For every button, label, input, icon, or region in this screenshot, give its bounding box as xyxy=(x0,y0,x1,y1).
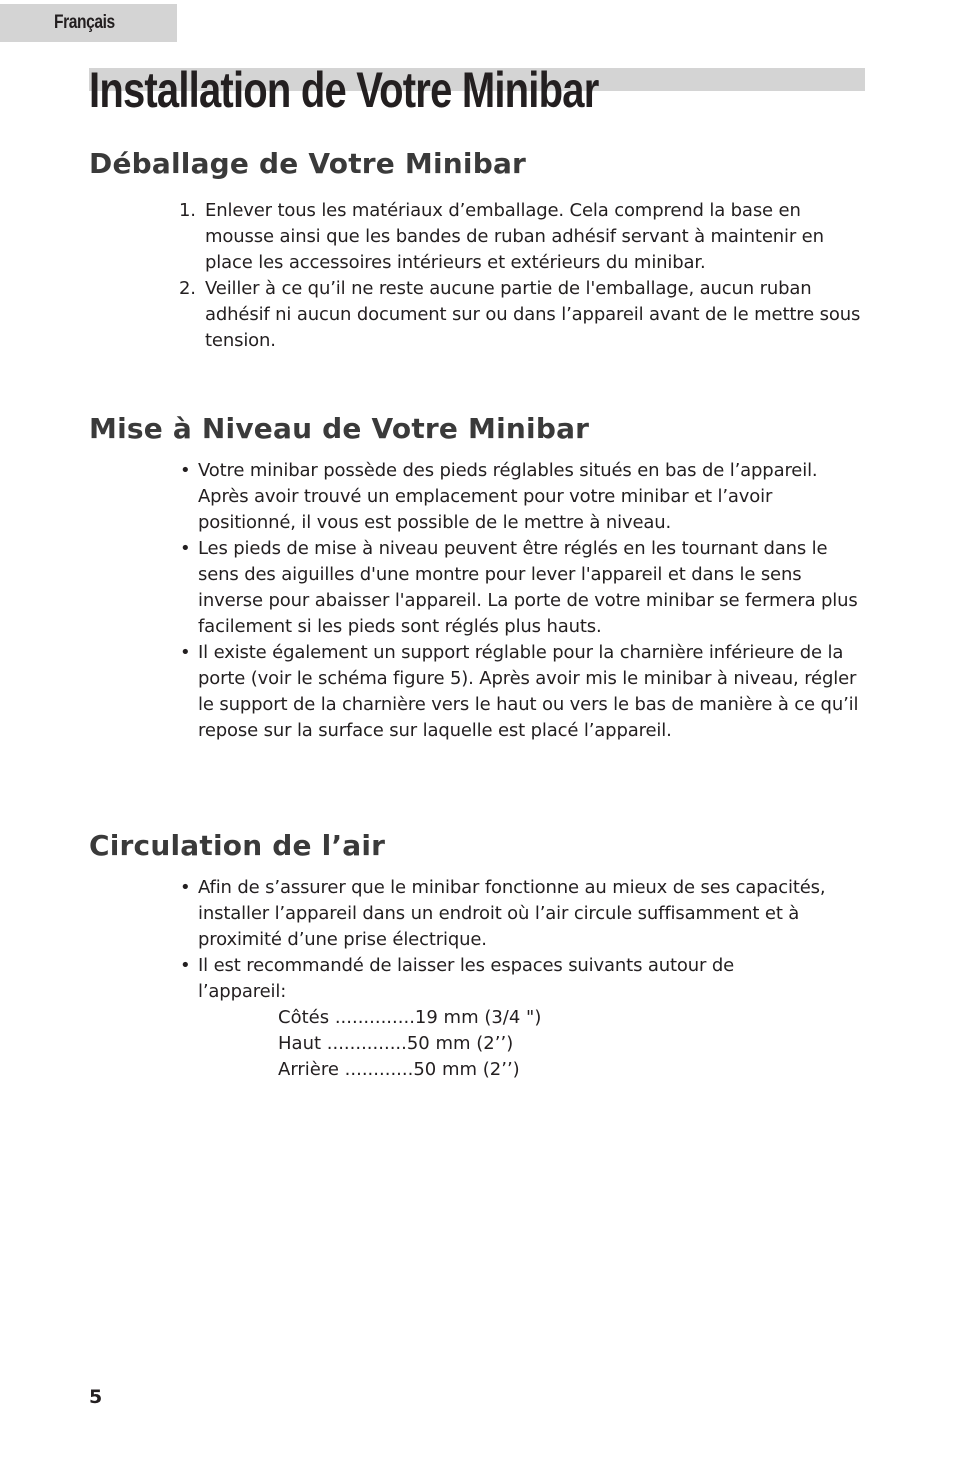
clearance-top: Haut ..............50 mm (2’’) xyxy=(278,1033,514,1054)
bullet-item xyxy=(180,640,866,744)
language-tab xyxy=(0,4,177,42)
page-number: 5 xyxy=(89,1386,103,1408)
clearance-back: Arrière ............50 mm (2’’) xyxy=(278,1059,520,1080)
list-item xyxy=(179,276,865,354)
bullet-item xyxy=(180,536,866,640)
list-number: 1. xyxy=(179,200,196,221)
list-item-text: Enlever tous les matériaux d’emballage. Cela comprend la base en mousse ainsi que les bandes de ruban adhésif servant à maintenir en place les accessoires intérieurs et extérieurs du minibar. xyxy=(205,200,824,273)
language-label: Français xyxy=(54,12,115,33)
section-heading-air-circulation: Circulation de l’air xyxy=(89,829,386,862)
bullet-item-text: Votre minibar possède des pieds réglables situés en bas de l’appareil. Après avoir trouvé un emplacement pour votre minibar et l’avoir positionné, il vous est possible de le mettre à niveau. xyxy=(198,460,818,533)
bullet-icon: • xyxy=(180,642,191,663)
bullet-item-text: Il existe également un support réglable pour la charnière inférieure de la porte (voir le schéma figure 5). Après avoir mis le minibar à niveau, régler le support de la charnière vers le haut ou vers le bas de manière à ce qu’il repose sur la surface sur laquelle est placé l’appareil. xyxy=(198,642,859,741)
page-title: Installation de Votre Minibar xyxy=(89,62,599,118)
list-number: 2. xyxy=(179,278,196,299)
bullet-icon: • xyxy=(180,460,191,481)
list-item xyxy=(179,198,865,276)
bullet-item-text: Il est recommandé de laisser les espaces suivants autour de l’appareil: xyxy=(198,955,735,1002)
bullet-item xyxy=(180,458,866,536)
bullet-item xyxy=(180,953,758,1005)
list-item-text: Veiller à ce qu’il ne reste aucune partie de l'emballage, aucun ruban adhésif ni aucun document sur ou dans l’appareil avant de le mettre sous tension. xyxy=(205,278,861,351)
bullet-icon: • xyxy=(180,877,191,898)
bullet-item-text: Afin de s’assurer que le minibar fonctionne au mieux de ses capacités, installer l’appareil dans un endroit où l’air circule suffisamment et à proximité d’une prise électrique. xyxy=(198,877,826,950)
bullet-item-text: Les pieds de mise à niveau peuvent être réglés en les tournant dans le sens des aiguilles d'une montre pour lever l'appareil et dans le sens inverse pour abaisser l'appareil. La porte de votre minibar se fermera plus facilement si les pieds sont réglés plus hauts. xyxy=(198,538,858,637)
section-heading-unpacking: Déballage de Votre Minibar xyxy=(89,147,527,180)
section-heading-leveling: Mise à Niveau de Votre Minibar xyxy=(89,412,590,445)
clearance-sides: Côtés ..............19 mm (3/4 ") xyxy=(278,1007,542,1028)
bullet-item xyxy=(180,875,866,953)
bullet-icon: • xyxy=(180,955,191,976)
bullet-icon: • xyxy=(180,538,191,559)
